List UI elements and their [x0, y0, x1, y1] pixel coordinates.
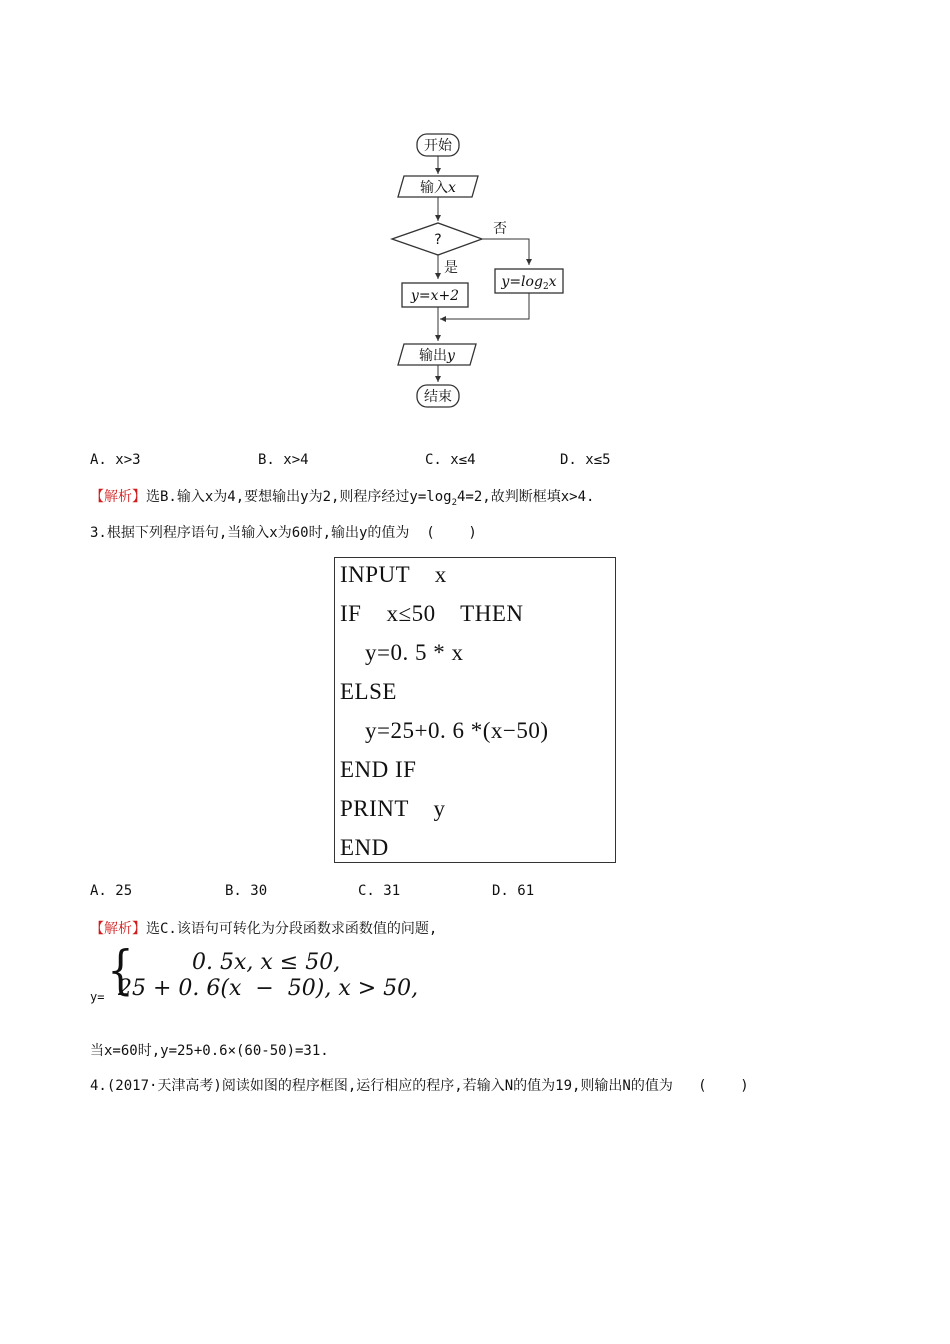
- flow-input-var: x: [448, 180, 456, 196]
- q2-analysis-sub: 2: [451, 497, 457, 508]
- q2-analysis-text: 选B.输入x为4,要想输出y为2,则程序经过y=log: [146, 489, 452, 505]
- q3-option-d: D. 61: [492, 883, 535, 899]
- q2-analysis: [90, 486, 594, 508]
- analysis-tag: 【解析】: [90, 921, 146, 937]
- q2-option-c: C. x≤4: [425, 452, 476, 468]
- svg-text:y=log2x: [500, 274, 556, 292]
- piecewise-case-1: 0. 5x, x ≤ 50,: [192, 950, 341, 975]
- q3-option-b: B. 30: [225, 883, 268, 899]
- q3-option-c: C. 31: [358, 883, 401, 899]
- flow-decision-label: ?: [434, 232, 442, 248]
- q3-stem: 3.根据下列程序语句,当输入x为60时,输出y的值为 ( ): [90, 525, 477, 541]
- flow-start-label: 开始: [424, 138, 452, 154]
- piecewise-lhs: y=: [90, 990, 105, 1004]
- code-line-8: END: [340, 835, 389, 860]
- code-line-2: IF x≤50 THEN: [340, 601, 524, 626]
- q3-calculation: 当x=60时,y=25+0.6×(60-50)=31.: [90, 1043, 329, 1059]
- flowchart: [380, 125, 580, 415]
- program-code-box: [334, 557, 616, 863]
- code-line-3: y=0. 5 * x: [340, 640, 464, 665]
- q3-option-a: A. 25: [90, 883, 133, 899]
- code-line-5: y=25+0. 6 *(x−50): [340, 718, 549, 743]
- q4-stem: 4.(2017·天津高考)阅读如图的程序框图,运行相应的程序,若输入N的值为19,则输出N的值为 ( ): [90, 1078, 749, 1094]
- flow-yes-box-text: y=x+2: [410, 288, 460, 304]
- q2-option-d: D. x≤5: [560, 452, 611, 468]
- code-line-4: ELSE: [340, 679, 397, 704]
- q2-option-a: A. x>3: [90, 452, 141, 468]
- flow-no-box-suffix: x: [548, 274, 557, 290]
- q2-analysis-text-end: 4=2,故判断框填x>4.: [457, 489, 595, 505]
- q3-analysis-text: 选C.该语句可转化为分段函数求函数值的问题,: [146, 921, 438, 937]
- code-line-7: PRINT y: [340, 796, 446, 821]
- flow-output-var: y: [447, 348, 455, 364]
- flow-yes-label: 是: [444, 260, 458, 276]
- flow-end-label: 结束: [424, 389, 452, 405]
- flow-no-box-sub: 2: [542, 282, 549, 292]
- q2-option-b: B. x>4: [258, 452, 309, 468]
- flow-no-label: 否: [493, 221, 507, 237]
- flow-input-label: 输入: [420, 180, 449, 196]
- q3-analysis: [90, 918, 437, 938]
- svg-text:输入x: [420, 180, 456, 196]
- flow-output-label: 输出: [419, 348, 448, 364]
- piecewise-case-2: 25 + 0. 6(x − 50), x > 50,: [118, 976, 419, 1001]
- piecewise-brace: {: [107, 941, 134, 1001]
- code-line-6: END IF: [340, 757, 417, 782]
- flow-no-box-text: y=log: [501, 274, 543, 290]
- analysis-tag: 【解析】: [90, 489, 146, 505]
- code-line-1: INPUT x: [340, 562, 447, 587]
- svg-text:输出y: [419, 348, 456, 364]
